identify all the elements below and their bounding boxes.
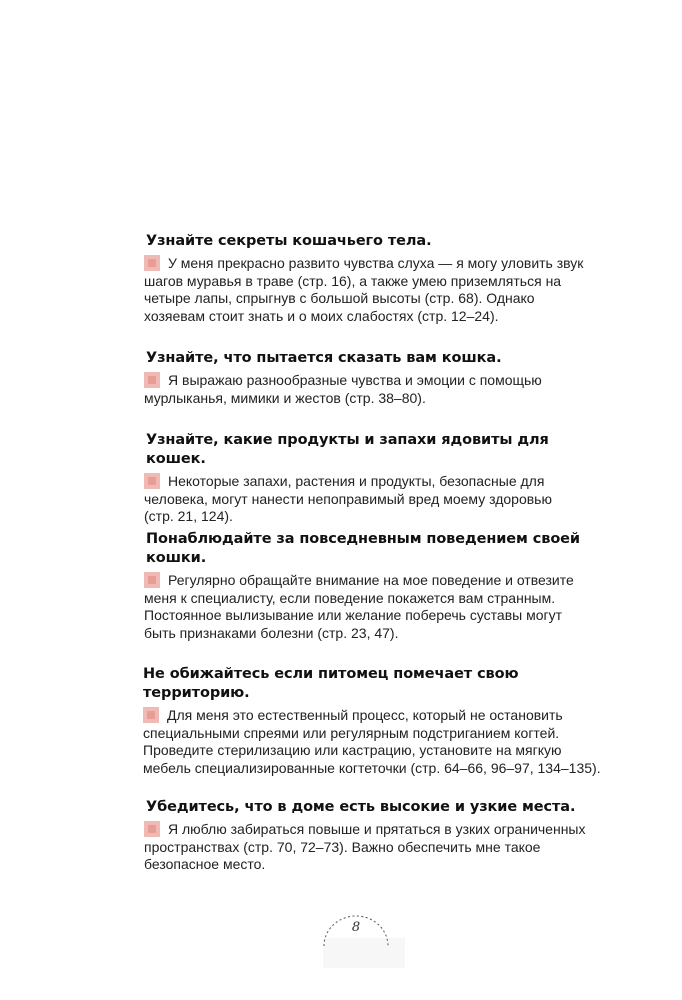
section-4 [146, 530, 596, 642]
square-bullet-icon [144, 821, 160, 837]
section-2 [146, 349, 586, 407]
section-text: Некоторые запахи, растения и продукты, безопасные для человека, могут нанести непоправимый вред моему здоровью (стр. 21, 124). [144, 473, 552, 524]
section-heading: Узнайте, какие продукты и запахи ядовиты для кошек. [146, 432, 549, 467]
section-5 [143, 665, 603, 777]
square-bullet-icon [144, 372, 160, 388]
section-heading: Убедитесь, что в доме есть высокие и узкие места. [146, 799, 576, 815]
section-text: Регулярно обращайте внимание на мое поведение и отвезите меня к специалисту, если поведение покажется вам странным. Постоянное вылизывание или желание поберечь суставы могут быть признаками болезни (стр. 23, 47). [144, 572, 574, 641]
square-bullet-icon [144, 255, 160, 271]
page-number: 8 [351, 920, 361, 935]
section-heading: Понаблюдайте за повседневным поведением своей кошки. [146, 531, 580, 566]
square-bullet-icon [144, 473, 160, 489]
section-heading: Не обижайтесь если питомец помечает свою территорию. [143, 666, 519, 701]
page-number-badge [318, 908, 394, 968]
square-bullet-icon [143, 707, 159, 723]
section-3 [146, 431, 596, 526]
section-text: Для меня это естественный процесс, который не остановить специальными спреями или регулярным подстриганием когтей. Проведите стерилизацию или кастрацию, установите на мягкую мебель специализированные когтеточки (стр. 64–66, 96–97, 134–135). [143, 707, 601, 776]
square-bullet-icon [144, 572, 160, 588]
dotted-arc-icon [318, 908, 394, 968]
section-text: Я люблю забираться повыше и прятаться в узких ограниченных пространствах (стр. 70, 72–73). Важно обеспечить мне такое безопасное место. [144, 821, 586, 872]
section-6 [146, 798, 596, 874]
section-1 [146, 232, 586, 325]
section-text: У меня прекрасно развито чувства слуха — я могу уловить звук шагов муравья в траве (стр. 16), а также умею приземляться на четыре лапы, спрыгнув с большой высоты (стр. 68). Однако хозяевам стоит знать и о моих слабостях (стр. 12–24). [144, 255, 584, 324]
section-text: Я выражаю разнообразные чувства и эмоции с помощью мурлыканья, мимики и жестов (стр. 38–80). [144, 372, 542, 406]
section-heading: Узнайте, что пытается сказать вам кошка. [146, 350, 502, 366]
section-heading: Узнайте секреты кошачьего тела. [146, 233, 432, 249]
